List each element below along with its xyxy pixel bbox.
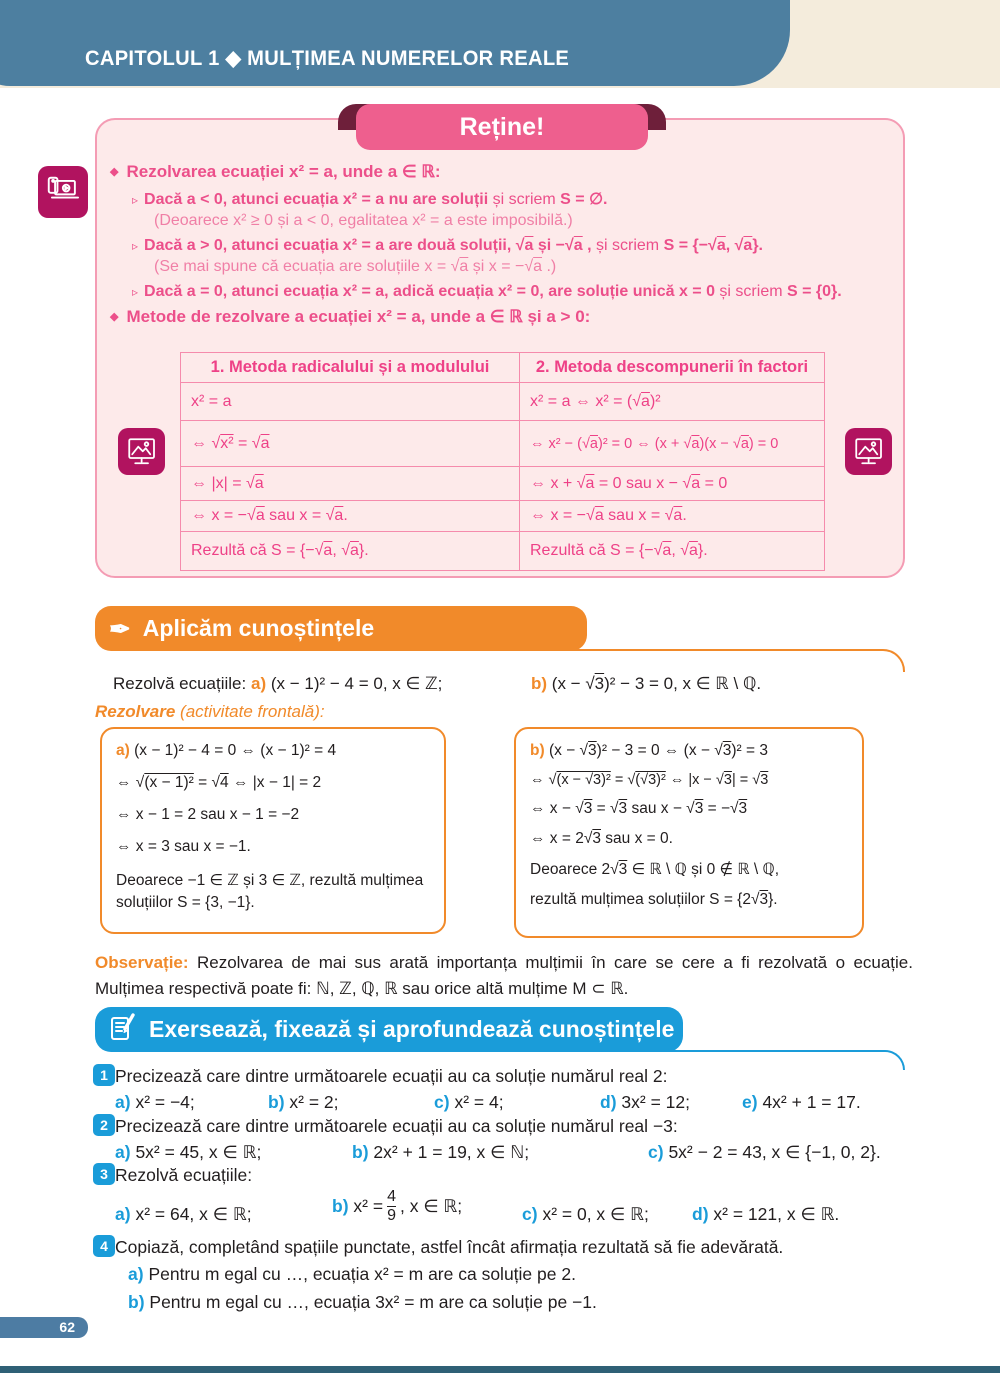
exercise-2-text: Precizează care dintre următoarele ecuații au ca soluție numărul real −3: <box>115 1116 678 1136</box>
diamond-bullet-icon: ◆ <box>110 166 119 178</box>
exercise-1-option-d: d) 3x² = 12; <box>600 1092 690 1112</box>
solution-box-b <box>514 727 864 938</box>
aplicam-title: Aplicăm cunoștințele <box>142 615 375 641</box>
diamond-bullet-icon: ◆ <box>110 311 119 323</box>
table-row <box>181 383 825 421</box>
page-number-pill: 62 <box>0 1317 88 1338</box>
problem-b-equation: (x − √3)² − 3 = 0, x ∈ ℝ \ ℚ. <box>551 674 762 693</box>
retine-tab-title: Reține! <box>459 112 545 141</box>
exercise-2-option-b: b) 2x² + 1 = 19, x ∈ ℕ; <box>352 1142 530 1162</box>
table-row <box>181 467 825 501</box>
method-2-header: 2. Metoda descompunerii în factori <box>520 353 825 383</box>
exercise-3-option-d: d) x² = 121, x ∈ ℝ. <box>692 1204 840 1224</box>
exercise-1-options <box>115 1092 905 1116</box>
digital-resource-icon[interactable] <box>38 166 88 218</box>
solution-b-line-3: ⇔ x − √3 = √3 sau x − √3 = −√3 <box>530 800 748 817</box>
exercise-2-badge: 2 <box>93 1114 115 1136</box>
retine-note-negative: (Deoarece x² ≥ 0 și a < 0, egalitatea x² = a este imposibilă.) <box>154 212 573 229</box>
solution-a-line-3: ⇔ x − 1 = 2 sau x − 1 = −2 <box>116 806 300 823</box>
exercise-3-option-a: a) x² = 64, x ∈ ℝ; <box>115 1204 252 1224</box>
exercise-1-option-c: c) x² = 4; <box>434 1092 504 1112</box>
method-1-step-2: ⇔ √x² = √a <box>181 421 520 467</box>
aplicam-section-header <box>95 606 587 651</box>
method-2-result: Rezultă că S = {−√a, √a}. <box>520 532 825 571</box>
chapter-header-shape <box>0 0 790 86</box>
observatie-label: Observație: <box>95 953 189 972</box>
exercise-1-text: Precizează care dintre următoarele ecuații au ca soluție numărul real 2: <box>115 1066 668 1086</box>
problem-b-label: b) <box>531 674 548 693</box>
methods-table <box>180 352 825 571</box>
solution-a-line-1: a) (x − 1)² − 4 = 0 ⇔ (x − 1)² = 4 <box>116 742 337 759</box>
retine-case-zero: ▹ Dacă a = 0, atunci ecuația x² = a, adică ecuația x² = 0, are soluție unică x = 0 și scriem S = {0}. <box>132 283 842 300</box>
exercise-4-sub-a: a) Pentru m egal cu …, ecuația x² = m are ca soluție pe 2. <box>128 1264 576 1284</box>
table-row <box>181 353 825 383</box>
problem-b <box>531 674 761 694</box>
retine-tab <box>356 104 648 150</box>
retine-case-positive: ▹ Dacă a > 0, atunci ecuația x² = a are două soluții, √a și −√a , și scriem S = {−√a, √a}. <box>132 237 763 254</box>
triangle-bullet-icon: ▹ <box>132 239 139 253</box>
problem-a-label: a) <box>250 674 267 693</box>
exercise-2-option-c: c) 5x² − 2 = 43, x ∈ {−1, 0, 2}. <box>648 1142 881 1162</box>
solution-b-line-5: Deoarece 2√3 ∈ ℝ \ ℚ și 0 ∉ ℝ \ ℚ, <box>530 861 780 878</box>
exercise-3-option-b: b) x² = $\frac{4}{9}$ , x ∈ ℝ; <box>332 1188 463 1225</box>
table-row <box>181 532 825 571</box>
method-1-step-4: ⇔ x = −√a sau x = √a. <box>181 501 520 532</box>
table-row <box>181 421 825 467</box>
rezolvare-caption: Rezolvare (activitate frontală): <box>95 702 325 721</box>
notepad-icon <box>109 1012 137 1048</box>
method-2-step-2: ⇔ x² − (√a)² = 0 ⇔ (x + √a)(x − √a) = 0 <box>520 421 825 467</box>
retine-bullet-1: ◆ Rezolvarea ecuației x² = a, unde a ∈ ℝ: <box>110 162 441 181</box>
problem-intro: Rezolvă ecuațiile: <box>113 674 247 693</box>
solution-b-conclusion: rezultă mulțimea soluțiilor S = {2√3}. <box>530 891 778 908</box>
solution-b-line-2: ⇔ √(x − √3)² = √(√3)² ⇔ |x − √3| = √3 <box>530 772 769 788</box>
observatie-text: Rezolvarea de mai sus arată importanța mulțimii în care se cere a fi rezolvată o ecuație. Mulțimea respectivă poate fi: ℕ, ℤ, ℚ, ℝ sau orice altă mulțime M ⊂ ℝ. <box>95 953 913 998</box>
method-2-step-1: x² = a ⇔ x² = (√a)² <box>520 383 825 421</box>
exerseaza-section-header <box>95 1007 683 1052</box>
monitor-image-icon[interactable] <box>118 428 165 475</box>
exercise-3-text: Rezolvă ecuațiile: <box>115 1165 253 1185</box>
method-2-step-3: ⇔ x + √a = 0 sau x − √a = 0 <box>520 467 825 501</box>
exercise-1-option-a: a) x² = −4; <box>115 1092 195 1112</box>
solution-b-line-1: b) (x − √3)² − 3 = 0 ⇔ (x − √3)² = 3 <box>530 742 768 759</box>
exercise-1-option-e: e) 4x² + 1 = 17. <box>742 1092 861 1112</box>
exercise-3-badge: 3 <box>93 1163 115 1185</box>
exercise-2-option-a: a) 5x² = 45, x ∈ ℝ; <box>115 1142 262 1162</box>
problem-statement <box>113 674 913 694</box>
method-1-step-3: ⇔ |x| = √a <box>181 467 520 501</box>
solution-a-line-4: ⇔ x = 3 sau x = −1. <box>116 838 251 855</box>
problem-a-equation: (x − 1)² − 4 = 0, x ∈ ℤ; <box>270 674 443 693</box>
exercise-1-badge: 1 <box>93 1064 115 1086</box>
solution-a-line-2: ⇔ √(x − 1)² = √4 ⇔ |x − 1| = 2 <box>116 774 322 791</box>
table-row <box>181 501 825 532</box>
exercise-4-badge: 4 <box>93 1235 115 1257</box>
method-2-step-4: ⇔ x = −√a sau x = √a. <box>520 501 825 532</box>
triangle-bullet-icon: ▹ <box>132 285 139 299</box>
retine-note-positive: (Se mai spune că ecuația are soluțiile x = √a și x = −√a .) <box>154 258 557 275</box>
solution-a-conclusion: Deoarece −1 ∈ ℤ și 3 ∈ ℤ, rezultă mulțimea soluțiilor S = {3, −1}. <box>116 872 424 912</box>
solution-b-line-4: ⇔ x = 2√3 sau x = 0. <box>530 830 673 847</box>
exercise-4-text: Copiază, completând spațiile punctate, astfel încât afirmația rezultată să fie adevărată. <box>115 1237 784 1257</box>
exercise-3-option-c: c) x² = 0, x ∈ ℝ; <box>522 1204 649 1224</box>
method-1-step-1: x² = a <box>181 383 520 421</box>
method-1-header: 1. Metoda radicalului și a modulului <box>181 353 520 383</box>
monitor-image-icon[interactable] <box>845 428 892 475</box>
exerseaza-title: Exersează, fixează și aprofundează cunoștințele <box>149 1016 675 1042</box>
chapter-title: CAPITOLUL 1 ◆ MULȚIMEA NUMERELOR REALE <box>85 47 570 70</box>
solution-box-a <box>100 727 446 934</box>
bottom-edge-bar <box>0 1366 1000 1373</box>
retine-content <box>110 162 896 334</box>
pen-icon: ✒ <box>109 613 131 644</box>
retine-bullet-2: ◆ Metode de rezolvare a ecuației x² = a, unde a ∈ ℝ și a > 0: <box>110 307 591 326</box>
fraction: $\frac{4}{9}$ <box>387 1188 396 1225</box>
exercise-1-option-b: b) x² = 2; <box>268 1092 339 1112</box>
method-1-result: Rezultă că S = {−√a, √a}. <box>181 532 520 571</box>
orange-divider-curve <box>560 649 905 672</box>
retine-case-negative: ▹ Dacă a < 0, atunci ecuația x² = a nu are soluții și scriem S = ∅. <box>132 191 608 208</box>
exercise-2-options <box>115 1142 905 1166</box>
triangle-bullet-icon: ▹ <box>132 193 139 207</box>
observatie-paragraph <box>95 950 913 1001</box>
exercise-4-sub-b: b) Pentru m egal cu …, ecuația 3x² = m are ca soluție pe −1. <box>128 1292 597 1312</box>
blue-divider-curve <box>660 1050 905 1070</box>
